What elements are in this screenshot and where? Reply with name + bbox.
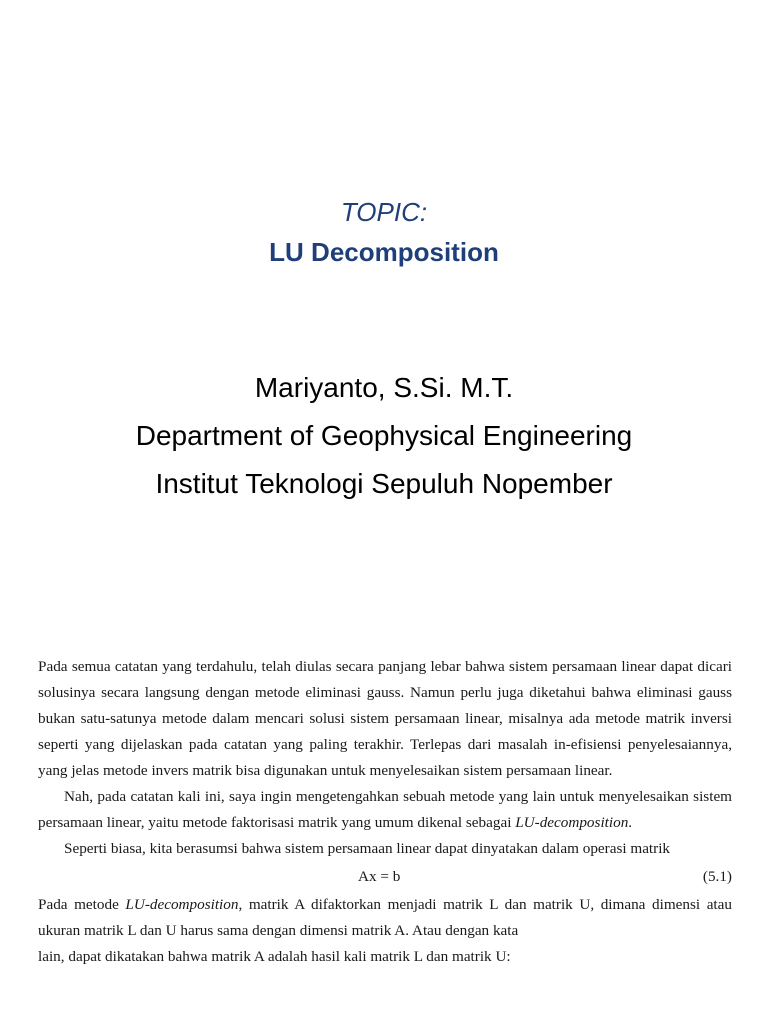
paragraph-1: Pada semua catatan yang terdahulu, telah diulas secara panjang lebar bahwa sistem persamaan linear dapat dicari solusinya secara langsung dengan metode eliminasi gauss. Namun perlu juga diketahui bahwa eliminasi gauss bukan satu-satunya metode dalam mencari solusi sistem persamaan linear, misalnya ada metode matrik inversi seperti yang dijelaskan pada catatan yang paling terakhir. Terlepas dari masalah in-efisiensi penyelesaiannya, yang jelas metode invers matrik bisa digunakan untuk menyelesaikan sistem persamaan linear.: [38, 658, 732, 779]
paragraph-2: [38, 784, 732, 836]
equation-number: (5.1): [702, 868, 732, 885]
document-text: [38, 654, 732, 970]
author-block: [0, 364, 768, 508]
paragraph-4-rest: , matrik A difaktorkan menjadi matrik L dan matrik U, dimana dimensi atau ukuran matrik L dan U harus sama dengan dimensi matrik A. Atau dengan kata: [38, 896, 732, 939]
equation: Ax = b: [358, 868, 401, 885]
author-name: Mariyanto, S.Si. M.T.: [254, 372, 514, 403]
paragraph-4-cut-line: lain, dapat dikatakan bahwa matrik A adalah hasil kali matrik L dan matrik U:: [38, 948, 511, 965]
paragraph-4-start: Pada metode: [38, 896, 126, 913]
paragraph-2-end: .: [628, 814, 633, 831]
paragraph-2-text: Nah, pada catatan kali ini, saya ingin mengetengahkan sebuah metode yang lain untuk menyelesaikan sistem persamaan linear, yaitu metode faktorisasi matrik yang umum dikenal sebagai: [38, 788, 732, 831]
topic-title: LU Decomposition: [269, 237, 499, 267]
paragraph-4-term: LU-decomposition: [125, 896, 239, 913]
equation-row: [38, 862, 732, 892]
paragraph-2-term: LU-decomposition: [515, 814, 629, 831]
paragraph-3: Seperti biasa, kita berasumsi bahwa sistem persamaan linear dapat dinyatakan dalam operasi matrik: [64, 840, 671, 857]
slide-topic: [0, 194, 768, 270]
institution-name: Institut Teknologi Sepuluh Nopember: [155, 468, 613, 499]
department-name: Department of Geophysical Engineering: [135, 420, 633, 451]
paragraph-4: [38, 892, 732, 944]
topic-label: TOPIC:: [340, 197, 428, 227]
